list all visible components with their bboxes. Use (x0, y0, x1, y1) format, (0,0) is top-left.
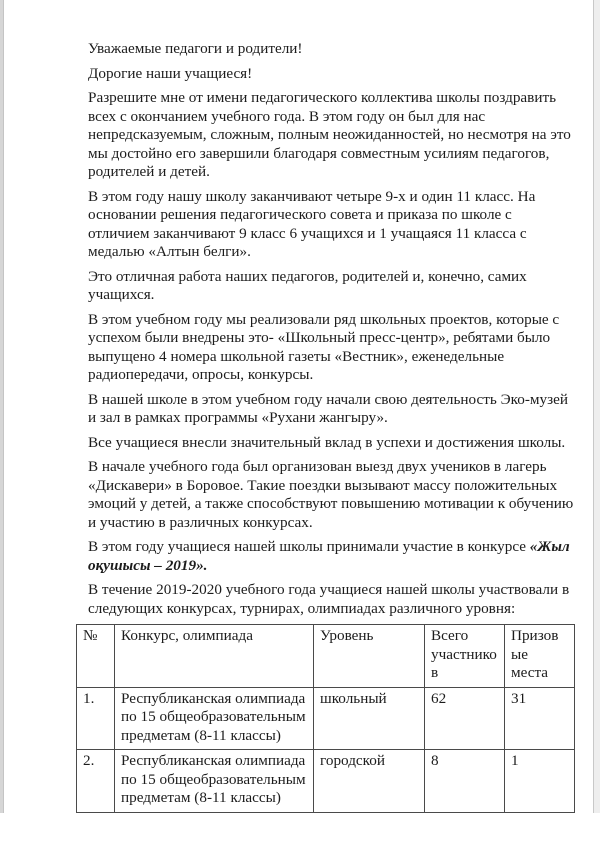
contest-text: В этом году учащиеся нашей школы принимали участие в конкурсе (88, 538, 530, 555)
paragraph-good-work: Это отличная работа наших педагогов, родителей и, конечно, самих учащихся. (88, 267, 527, 303)
header-number: № (77, 625, 115, 688)
cell-number: 2. (77, 750, 115, 813)
contest-name: «Жыл оқушысы – 2019». (88, 538, 570, 574)
header-contest: Конкурс, олимпиада (115, 625, 314, 688)
cell-number: 1. (77, 687, 115, 750)
header-participants: Всего участников (425, 625, 505, 688)
right-scrollbar-edge (593, 0, 600, 813)
paragraph-eco-museum: В нашей школе в этом учебном году начали свою деятельность Эко-музей и зал в рамках программы «Рухани жангыру». (88, 390, 568, 426)
cell-participants: 62 (425, 687, 505, 750)
olympiad-results-table (76, 624, 575, 813)
cell-contest: Республиканская олимпиада по 15 общеобразовательным предметам (8-11 классы) (115, 687, 314, 750)
table-row (77, 750, 575, 813)
header-prize-places: Призовые места (505, 625, 575, 688)
table-row (77, 687, 575, 750)
paragraph-projects: В этом учебном году мы реализовали ряд школьных проектов, которые с успехом были внедрены это- «Школьный пресс-центр», ребятами было выпущено 4 номера школьной газеты «Вестник», еженедельные радиопередачи, опросы, конкурсы. (88, 310, 560, 383)
paragraph-contest (88, 538, 574, 575)
cell-contest: Республиканская олимпиада по 15 общеобразовательным предметам (8-11 классы) (115, 750, 314, 813)
cell-level: городской (314, 750, 425, 813)
greeting-students: Дорогие наши учащиеся! (88, 64, 253, 82)
cell-prize-places: 31 (505, 687, 575, 750)
paragraph-contribution: Все учащиеся внесли значительный вклад в успехи и достижения школы. (88, 433, 566, 451)
cell-prize-places: 1 (505, 750, 575, 813)
paragraph-graduates: В этом году нашу школу заканчивают четыре 9-х и один 11 класс. На основании решения педагогического совета и приказа по школе с отличием заканчивают 9 класс 6 учащихся и 1 учащаяся 11 класса с медалью «Алтын белги». (88, 187, 536, 260)
header-level: Уровень (314, 625, 425, 688)
cell-participants: 8 (425, 750, 505, 813)
table-header-row (77, 625, 575, 688)
cell-level: школьный (314, 687, 425, 750)
paragraph-camp-trip: В начале учебного года был организован выезд двух учеников в лагерь «Дискавери» в Боровое. Такие поездки вызывают массу положительных эмоций у детей, а также способствуют повышению мотивации к обучению и участию в различных конкурсах. (88, 458, 574, 531)
greeting-teachers-parents: Уважаемые педагоги и родители! (88, 40, 303, 57)
document-body (83, 0, 574, 813)
paragraph-congratulations: Разрешите мне от имени педагогического коллектива школы поздравить всех с окончанием учебного года. В этом году он был для нас непредсказуемым, сложным, полным неожиданностей, но несмотря на это мы достойно его завершили благодаря совместным усилиям педагогов, родителей и детей. (88, 89, 571, 180)
left-page-edge (0, 0, 4, 813)
paragraph-table-intro: В течение 2019-2020 учебного года учащиеся нашей школы участвовали в следующих конкурсах, турнирах, олимпиадах различного уровня: (88, 581, 570, 617)
